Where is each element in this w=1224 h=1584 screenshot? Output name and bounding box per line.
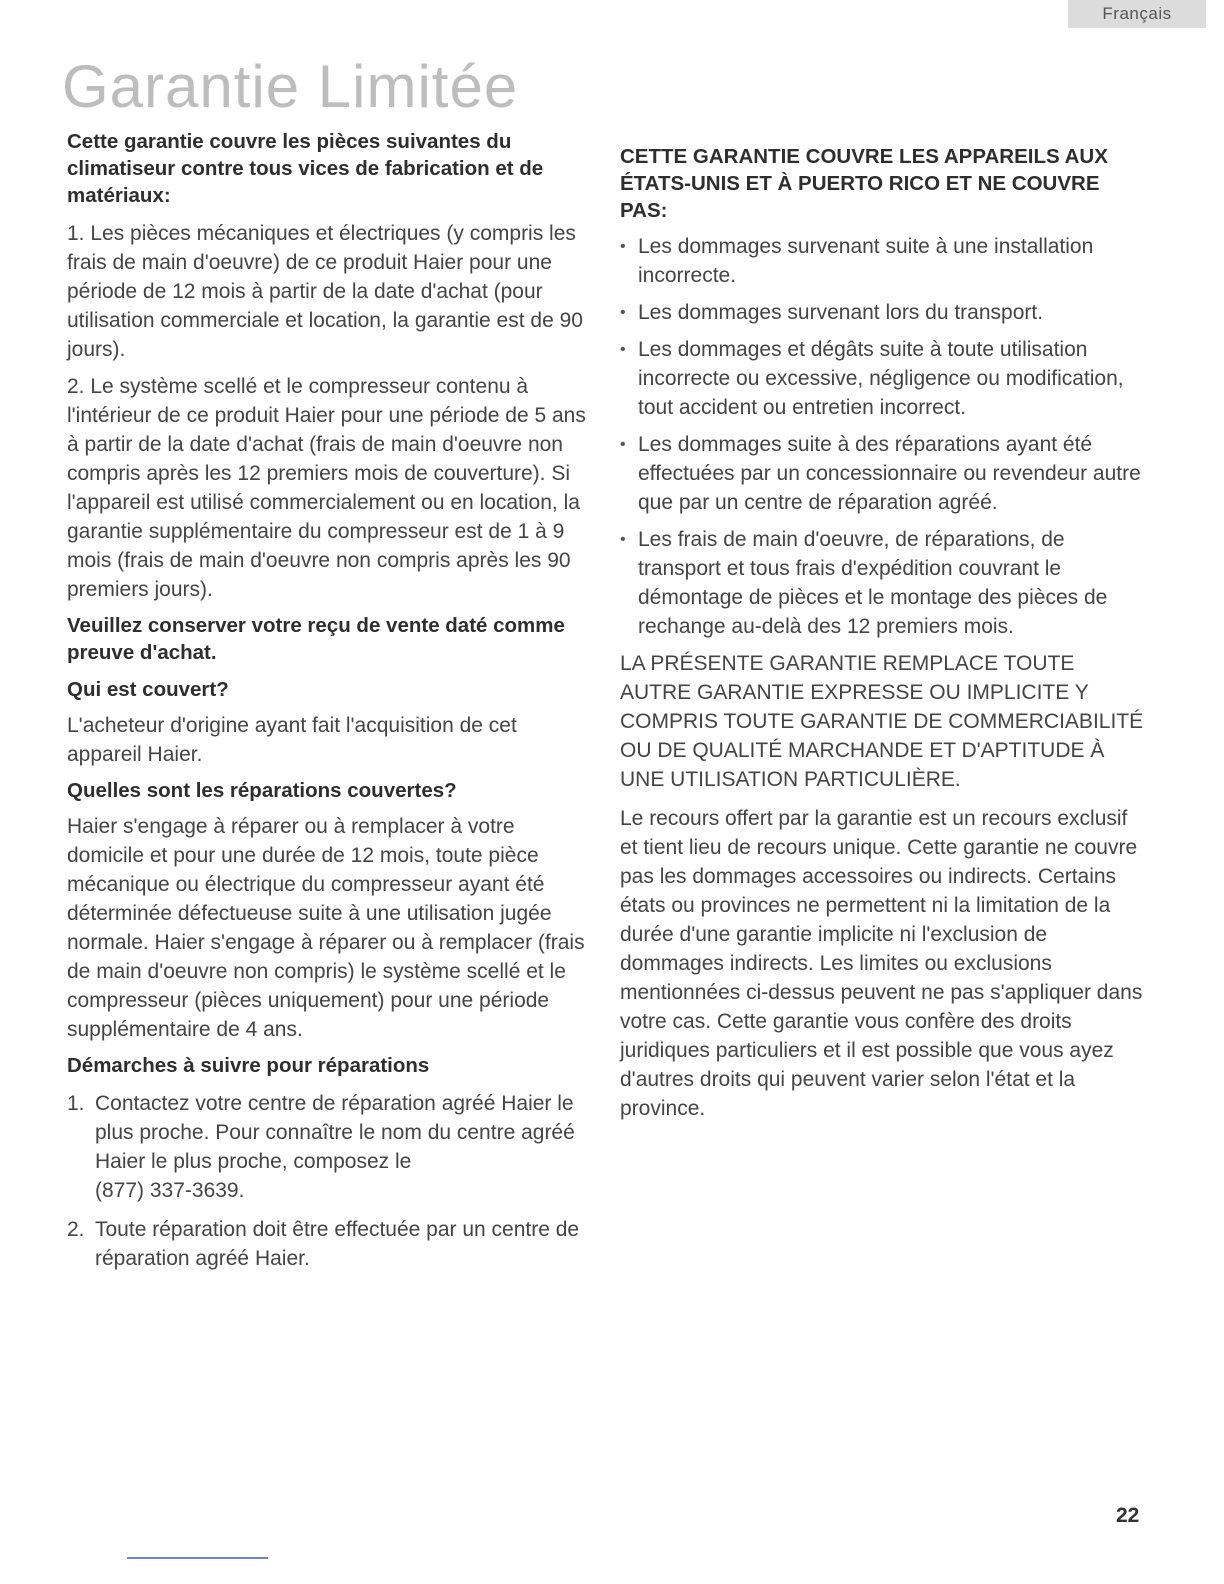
exclusions-list <box>620 232 1150 641</box>
bottom-rule <box>127 1557 268 1559</box>
list-item: • Les frais de main d'oeuvre, de réparations, de transport et tous frais d'expédition couvrant le démontage de pièces et le montage des pièces de rechange au-delà des 12 premiers mois. <box>620 525 1150 641</box>
right-column <box>620 143 1150 1131</box>
list-item: • Les dommages survenant lors du transport. <box>620 298 1150 327</box>
warranty-disclaimer: LA PRÉSENTE GARANTIE REMPLACE TOUTE AUTRE GARANTIE EXPRESSE OU IMPLICITE Y COMPRIS TOUTE GARANTIE DE COMMERCIABILITÉ OU DE QUALITÉ MARCHANDE ET D'APTITUDE À UNE UTILISATION PARTICULIÈRE. <box>620 652 1144 791</box>
left-column <box>67 128 597 1283</box>
list-item: • Les dommages survenant suite à une installation incorrecte. <box>620 232 1150 290</box>
steps-heading: Démarches à suivre pour réparations <box>67 1054 430 1077</box>
step-text: Toute réparation doit être effectuée par un centre de réparation agréé Haier. <box>95 1218 580 1270</box>
repairs-heading: Quelles sont les réparations couvertes? <box>67 779 457 802</box>
coverage-paragraph-1: 1. Les pièces mécaniques et électriques (y compris les frais de main d'oeuvre) de ce produit Haier pour une période de 12 mois à partir de la date d'achat (pour utilisation commerciale et location, la garantie est de 90 jours). <box>67 222 583 361</box>
language-tab: Français <box>1068 0 1206 28</box>
steps-list <box>67 1089 597 1273</box>
who-text: L'acheteur d'origine ayant fait l'acquisition de cet appareil Haier. <box>67 714 517 766</box>
intro-heading: Cette garantie couvre les pièces suivantes du climatiseur contre tous vices de fabrication et de matériaux: <box>67 130 544 207</box>
who-heading: Qui est couvert? <box>67 678 229 701</box>
coverage-paragraph-2: 2. Le système scellé et le compresseur contenu à l'intérieur de ce produit Haier pour une période de 5 ans à partir de la date d'achat (frais de main d'oeuvre non compris après les 12 premiers mois de couverture). Si l'appareil est utilisé commercialement ou en location, la garantie supplémentaire du compresseur est de 1 à 9 mois (frais de main d'oeuvre non compris après les 90 premiers jours). <box>67 375 586 601</box>
recourse-paragraph: Le recours offert par la garantie est un recours exclusif et tient lieu de recours unique. Cette garantie ne couvre pas les dommages accessoires ou indirects. Certains états ou provinces ne permettent ni la limitation de la durée d'une garantie implicite ni l'exclusion de dommages indirects. Les limites ou exclusions mentionnées ci-dessus peuvent ne pas s'appliquer dans votre cas. Cette garantie vous confère des droits juridiques particuliers et il est possible que vous ayez d'autres droits qui peuvent varier selon l'état et la province. <box>620 807 1143 1120</box>
page-number: 22 <box>1116 1504 1140 1527</box>
step-text: Contactez votre centre de réparation agréé Haier le plus proche. Pour connaître le nom du centre agréé Haier le plus proche, composez le <box>95 1092 575 1173</box>
exclusions-heading: CETTE GARANTIE COUVRE LES APPAREILS AUX ÉTATS-UNIS ET À PUERTO RICO ET NE COUVRE PAS: <box>620 145 1108 222</box>
repairs-text: Haier s'engage à réparer ou à remplacer à votre domicile et pour une durée de 12 mois, toute pièce mécanique ou électrique du compresseur ayant été déterminée défectueuse suite à une utilisation jugée normale. Haier s'engage à réparer ou à remplacer (frais de main d'oeuvre non compris) le système scellé et le compresseur (pièces uniquement) pour une période supplémentaire de 4 ans. <box>67 815 585 1041</box>
service-phone: (877) 337-3639. <box>95 1179 245 1202</box>
receipt-heading: Veuillez conserver votre reçu de vente daté comme preuve d'achat. <box>67 614 565 664</box>
list-item: 2. Toute réparation doit être effectuée par un centre de réparation agréé Haier. <box>67 1218 580 1270</box>
list-item: • Les dommages et dégâts suite à toute utilisation incorrecte ou excessive, négligence ou modification, tout accident ou entretien incorrect. <box>620 335 1150 422</box>
list-item: • Les dommages suite à des réparations ayant été effectuées par un concessionnaire ou revendeur autre que par un centre de réparation agréé. <box>620 430 1150 517</box>
list-item: 1. Contactez votre centre de réparation agréé Haier le plus proche. Pour connaître le nom du centre agréé Haier le plus proche, composez le (877) 337-3639. <box>67 1092 575 1202</box>
page-title: Garantie Limitée <box>62 53 519 120</box>
